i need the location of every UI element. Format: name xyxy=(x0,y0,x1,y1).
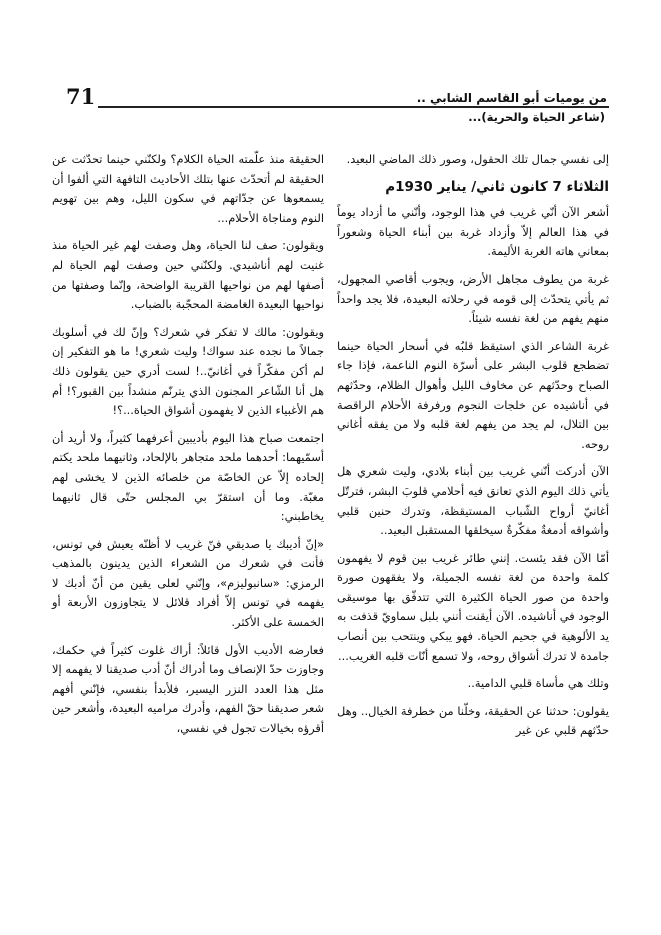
paragraph: غربة من يطوف مجاهل الأرض، ويجوب أقاصي المجهول، ثم يأتي يتحدّث إلى قومه في رحلاته البعيدة، فلا يجد واحداً منهم يفهم من لغة نفسه شيئاً. xyxy=(337,271,609,326)
paragraph: ويقولون: مالك لا تفكر في شعرك؟ وإنّ لك في أسلوبك جمالاً ما نجده عند سواك! وليت شعري! ما هو التفكير إن لم أكن مفكّراً في أغانيّ..! لست أدري حين يقولون ذلك هل أنا الشّاعر المجنون الذي يترنّم منشداً بين القبور؟! أم هم الأغبياء الذين لا يفهمون أشواق الحياة...؟! xyxy=(52,324,324,418)
paragraph: اجتمعت صباح هذا اليوم بأديبين أعرفهما كثيراً، ولا أريد أن أسمّيهما: أحدهما ملحد متجاهر بالإلحاد، وثانيهما ملحد يكتم إلحاده إلاّ عن الخاصّة من خلصائه الذين لا يخشى لهم مغبّة. وما أن استقرّ بي المجلس حتّى قال ثانيهما يخاطبني: xyxy=(52,430,324,524)
paragraph: فعارضه الأديب الأول قائلاً: أراك غلوت كثيراً في حكمك، وجاوزت حدّ الإنصاف وما أدراك أنّ أدب صديقنا لا يفهمه إلا مثل هذا العدد النزر اليسير، فلأبدأ بنفسي، فإنّني أفهم شعر صديقنا حقّ الفهم، وأدرك مراميه البعيدة، وأشعر حين أقرؤه بخيالات تجول في نفسي، xyxy=(52,642,324,736)
paragraph: أشعر الآن أنّي غريب في هذا الوجود، وأنّني ما أزداد يوماً في هذا العالم إلاّ وأزداد غربة بين أبناء الحياة وشعوراً بمعاني هاته الغربة الأليمة. xyxy=(337,205,609,259)
header-divider xyxy=(98,106,609,108)
left-column xyxy=(52,150,324,739)
right-column xyxy=(337,150,609,741)
running-title: من يوميات أبو القاسم الشابي .. xyxy=(416,91,607,105)
paragraph: إلى نفسي جمال تلك الحقول، وصور ذلك الماضي البعيد. xyxy=(346,152,609,166)
paragraph: غربة الشاعر الذي استيقظ قلبُه في أسحار الحياة حينما تضطجع قلوب البشر على أسرّة النوم الناعمة، فإذا جاء الصباح وحدّثهم عن مخاوف الليل وأهوال الظلام، وحدّثهم في أناشيده عن خلجات النجوم ورفرفة الأحلام الراقصة بين التلال، لم يجد من يفهم لغة قلبه ولا من يفقه أغاني روحه. xyxy=(337,338,609,451)
paragraph: الآن أدركت أنّني غريب بين أبناء بلادي، وليت شعري هل يأتي ذلك اليوم الذي تعانق فيه أحلامي قلوبَ البشر، فترتّل أغانيّ أرواح الشّباب المستيقظة، وتدرك حنين قلبي وأشواقه أدمغةٌ مفكّرةٌ سيخلقها المستقبل البعيد.. xyxy=(337,464,609,538)
page-header xyxy=(66,86,609,126)
running-subtitle: (شاعر الحياة والحرية)... xyxy=(468,110,605,124)
quote-paragraph: «إنّ أديبك يا صديقي فنّ غريب لا أظنّه يعيش في تونس، فأنت في شعرك من الشعراء الذين يدينون بالمذهب الرمزي: «سانبوليزم»، وإنّني لعلى يقين من أنّ أدبك لا يفهمه في تونس إلاّ أفراد قلائل لا يتجاوزون الأربعة أو الخمسة على الأكثر. xyxy=(52,536,324,630)
paragraph: أمّا الآن فقد يئست. إنني طائر غريب بين قوم لا يفهمون كلمة واحدة من لغة نفسه الجميلة، ولا يفقهون صورة واحدة من صور الحياة الكثيرة التي تتدفّق بها موسيقى الوجود في أناشيده. الآن أيقنت أنني بلبل سماويّ قذفت به يد الألوهية في جحيم الحياة. فهو يبكي وينتحب بين أنصاب جامدة لا تدرك أشواق روحه، ولا تسمع أنّات قلبه الغريب... xyxy=(337,550,609,663)
paragraph: ويقولون: صف لنا الحياة، وهل وصفت لهم غير الحياة منذ غنيت لهم أناشيدي. ولكنّني حين وصفت لهم الحياة لم أصفها لهم من نواحيها القريبة الواضحة، وإنّما وصفتها من نواحيها البعيدة الغامضة المحجّبة بالضباب. xyxy=(52,238,324,312)
paragraph: وتلك هي مأساة قلبي الدامية.. xyxy=(467,676,609,691)
paragraph: الحقيقة منذ علّمته الحياة الكلام؟ ولكنّني حينما تحدّثت عن الحقيقة لم أتحدّث عنها بتلك الأحاديث التافهة التي ألفوا أن يسمعوها عن جدّاتهم في سكون الليل، وهم بين تهويم النوم ومناجاة الأحلام... xyxy=(52,152,324,225)
page-number: 71 xyxy=(66,84,96,109)
date-heading: الثلاثاء 7 كانون ثاني/ يناير 1930م xyxy=(385,178,609,195)
paragraph: يقولون: حدثنا عن الحقيقة، وخلّنا من خطرفة الخيال.. وهل حدّثهم قلبي عن غير xyxy=(337,703,609,738)
